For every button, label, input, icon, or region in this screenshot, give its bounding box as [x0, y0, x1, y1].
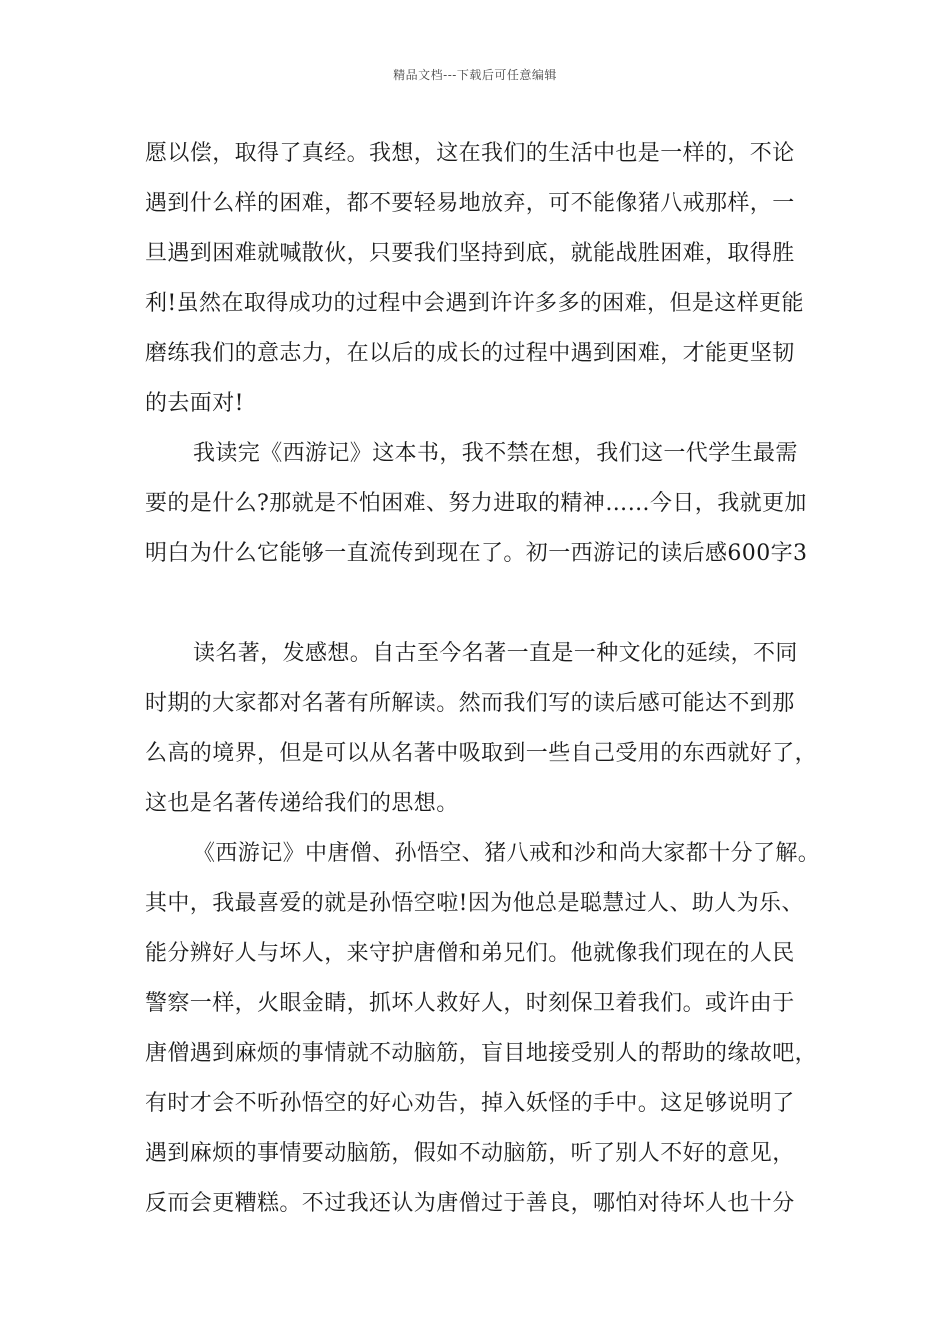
text-line: 么高的境界，但是可以从名著中吸取到一些自己受用的东西就好了，	[145, 741, 818, 766]
text-line: 警察一样，火眼金睛，抓坏人救好人，时刻保卫着我们。或许由于	[145, 991, 795, 1016]
text-line: 有时才会不听孙悟空的好心劝告，掉入妖怪的手中。这足够说明了	[145, 1091, 795, 1116]
paragraph-gap	[145, 579, 815, 629]
text-line: 遇到麻烦的事情要动脑筋，假如不动脑筋，听了别人不好的意见，	[145, 1141, 795, 1166]
paragraph-4	[145, 829, 821, 1229]
text-line: 《西游记》中唐僧、孙悟空、猪八戒和沙和尚大家都十分了解。	[193, 841, 821, 866]
text-line: 愿以偿，取得了真经。我想，这在我们的生活中也是一样的，不论	[145, 141, 795, 166]
paragraph-1	[145, 129, 815, 429]
text-line: 读名著，发感想。自古至今名著一直是一种文化的延续，不同	[193, 641, 798, 666]
page-header: 精品文档---下载后可任意编辑	[393, 68, 557, 82]
text-line: 磨练我们的意志力，在以后的成长的过程中遇到困难，才能更坚韧	[145, 341, 795, 366]
text-line: 明白为什么它能够一直流传到现在了。初一西游记的读后感600字3	[145, 541, 808, 566]
text-line: 遇到什么样的困难，都不要轻易地放弃，可不能像猪八戒那样，一	[145, 191, 795, 216]
text-line: 时期的大家都对名著有所解读。然而我们写的读后感可能达不到那	[145, 691, 795, 716]
text-line: 旦遇到困难就喊散伙，只要我们坚持到底，就能战胜困难，取得胜	[145, 241, 795, 266]
text-line: 能分辨好人与坏人，来守护唐僧和弟兄们。他就像我们现在的人民	[145, 941, 795, 966]
text-line: 利!虽然在取得成功的过程中会遇到许许多多的困难，但是这样更能	[145, 291, 804, 316]
text-line: 唐僧遇到麻烦的事情就不动脑筋，盲目地接受别人的帮助的缘故吧，	[145, 1041, 818, 1066]
paragraph-3	[145, 629, 818, 829]
text-line: 这也是名著传递给我们的思想。	[145, 791, 459, 816]
text-line: 我读完《西游记》这本书，我不禁在想，我们这一代学生最需	[193, 441, 798, 466]
text-line: 的去面对!	[145, 391, 244, 416]
document-body	[145, 129, 821, 1229]
text-line: 要的是什么?那就是不怕困难、努力进取的精神……今日，我就更加	[145, 491, 807, 516]
text-line: 反而会更糟糕。不过我还认为唐僧过于善良，哪怕对待坏人也十分	[145, 1191, 795, 1216]
paragraph-2	[145, 429, 815, 579]
text-line: 其中，我最喜爱的就是孙悟空啦!因为他总是聪慧过人、助人为乐、	[145, 891, 804, 916]
